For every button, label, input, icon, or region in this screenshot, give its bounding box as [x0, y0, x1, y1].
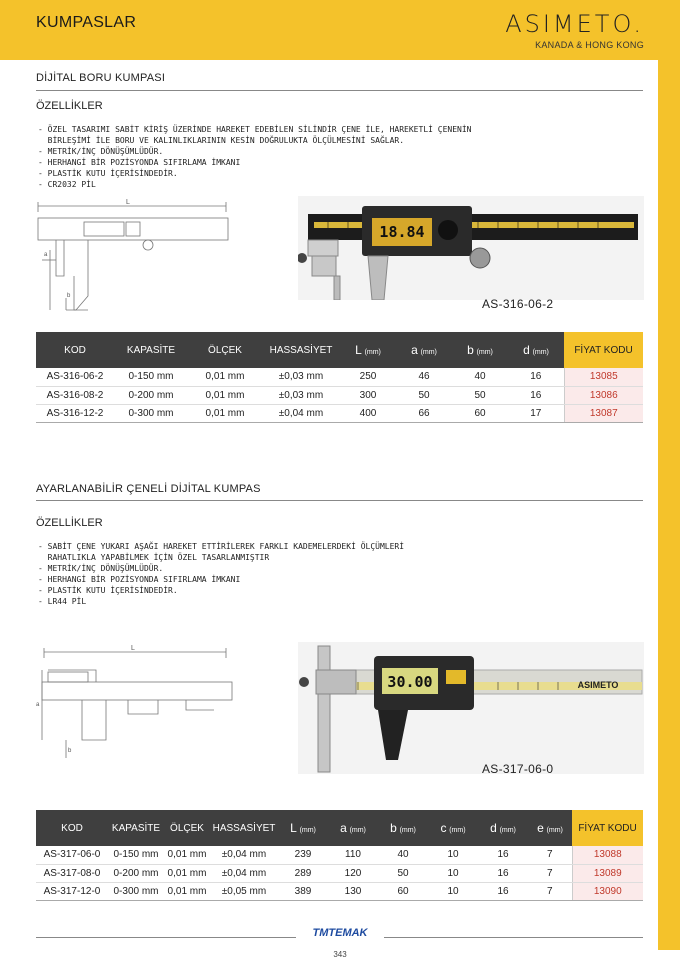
col-header-hassasiyet: HASSASİYET: [262, 332, 340, 368]
col-header-fiyat: FİYAT KODU: [572, 810, 643, 846]
cell-b: 60: [452, 404, 508, 422]
table-row: [36, 368, 643, 386]
section1-features-title: ÖZELLİKLER: [36, 100, 103, 112]
section1-model-label: AS-316-06-2: [482, 297, 554, 311]
cell-a: 50: [396, 386, 452, 404]
footer-logo: TMTEMAK: [312, 927, 368, 939]
col-header-kapasite: KAPASİTE: [114, 332, 188, 368]
section2-spec-table: [36, 810, 643, 901]
table-row: [36, 864, 643, 882]
pipe-caliper-drawing: [36, 198, 236, 318]
svg-text:b: b: [67, 293, 71, 299]
feature-line: - HERHANGİ BİR POZİSYONDA SIFIRLAMA İMKANI: [38, 158, 241, 167]
section2-model-label: AS-317-06-0: [482, 762, 554, 776]
footer-rule-right: [384, 937, 643, 938]
cell-hassasiyet: ±0,04 mm: [210, 864, 278, 882]
cell-olcek: 0,01 mm: [164, 864, 210, 882]
cell-b: 40: [452, 368, 508, 386]
cell-price: 13089: [572, 864, 643, 882]
feature-line: - METRİK/İNÇ DÖNÜŞÜMLÜDÜR.: [38, 147, 164, 156]
cell-d: 16: [508, 386, 564, 404]
col-header-b: b (mm): [378, 810, 428, 846]
cell-kod: AS-316-12-2: [36, 404, 114, 422]
col-header-d: d (mm): [508, 332, 564, 368]
cell-kod: AS-316-08-2: [36, 386, 114, 404]
cell-kod: AS-317-12-0: [36, 882, 108, 900]
feature-line: RAHATLIKLA YAPABİLMEK İÇİN ÖZEL TASARLANMIŞTIR: [38, 553, 270, 562]
feature-line: BİRLEŞİMİ İLE BORU VE KALINLIKLARININ KESİN DOĞRULUKTA ÖLÇÜLMESİNİ SAĞLAR.: [38, 136, 405, 145]
page-number: 343: [333, 950, 347, 959]
section1-features: [38, 124, 471, 190]
cell-l: 250: [340, 368, 396, 386]
cell-hassasiyet: ±0,03 mm: [262, 386, 340, 404]
category-title: KUMPASLAR: [36, 14, 137, 31]
cell-d: 17: [508, 404, 564, 422]
cell-a: 120: [328, 864, 378, 882]
cell-olcek: 0,01 mm: [188, 368, 262, 386]
cell-price: 13085: [564, 368, 643, 386]
cell-d: 16: [478, 846, 528, 864]
feature-line: - PLASTİK KUTU İÇERİSİNDEDİR.: [38, 586, 178, 595]
offset-caliper-drawing: [36, 640, 236, 760]
col-header-b: b (mm): [452, 332, 508, 368]
table-header-row: [36, 810, 643, 846]
photo-brand: ASIMETO: [577, 680, 619, 690]
cell-d: 16: [478, 864, 528, 882]
cell-b: 50: [452, 386, 508, 404]
col-header-hassasiyet: HASSASİYET: [210, 810, 278, 846]
col-header-e: e (mm): [528, 810, 572, 846]
cell-d: 16: [508, 368, 564, 386]
cell-d: 16: [478, 882, 528, 900]
brand-logo: ASIMETO.: [505, 10, 644, 38]
col-header-a: a (mm): [328, 810, 378, 846]
footer-rule-left: [36, 937, 296, 938]
cell-c: 10: [428, 864, 478, 882]
cell-l: 389: [278, 882, 328, 900]
cell-a: 110: [328, 846, 378, 864]
section2-features: [38, 541, 404, 607]
cell-b: 40: [378, 846, 428, 864]
cell-price: 13088: [572, 846, 643, 864]
svg-text:a: a: [36, 702, 40, 708]
table-row: [36, 882, 643, 900]
col-header-l: L (mm): [340, 332, 396, 368]
cell-kapasite: 0-300 mm: [114, 404, 188, 422]
cell-a: 46: [396, 368, 452, 386]
section2-rule: [36, 500, 643, 501]
cell-l: 239: [278, 846, 328, 864]
cell-kapasite: 0-300 mm: [108, 882, 164, 900]
feature-line: - METRİK/İNÇ DÖNÜŞÜMLÜDÜR.: [38, 564, 164, 573]
table-row: [36, 846, 643, 864]
cell-e: 7: [528, 846, 572, 864]
feature-line: - SABİT ÇENE YUKARI AŞAĞI HAREKET ETTİRİLEREK FARKLI KADEMELERDEKİ ÖLÇÜMLERİ: [38, 542, 405, 551]
col-header-kod: KOD: [36, 332, 114, 368]
cell-l: 289: [278, 864, 328, 882]
feature-line: - HERHANGİ BİR POZİSYONDA SIFIRLAMA İMKANI: [38, 575, 241, 584]
cell-kod: AS-317-06-0: [36, 846, 108, 864]
section1-spec-table: [36, 332, 643, 423]
col-header-olcek: ÖLÇEK: [164, 810, 210, 846]
col-header-d: d (mm): [478, 810, 528, 846]
cell-hassasiyet: ±0,04 mm: [262, 404, 340, 422]
cell-c: 10: [428, 882, 478, 900]
cell-olcek: 0,01 mm: [164, 882, 210, 900]
col-header-fiyat: FİYAT KODU: [564, 332, 643, 368]
table-header-row: [36, 332, 643, 368]
cell-kod: AS-316-06-2: [36, 368, 114, 386]
feature-line: - LR44 PİL: [38, 597, 87, 606]
cell-kapasite: 0-200 mm: [114, 386, 188, 404]
lcd-reading: 18.84: [379, 223, 425, 241]
offset-caliper-photo: [298, 642, 644, 774]
cell-kod: AS-317-08-0: [36, 864, 108, 882]
cell-kapasite: 0-200 mm: [108, 864, 164, 882]
col-header-kod: KOD: [36, 810, 108, 846]
cell-hassasiyet: ±0,04 mm: [210, 846, 278, 864]
svg-text:b: b: [68, 748, 72, 754]
col-header-c: c (mm): [428, 810, 478, 846]
svg-text:L: L: [131, 645, 135, 652]
feature-line: - PLASTİK KUTU İÇERİSİNDEDİR.: [38, 169, 178, 178]
svg-text:a: a: [44, 252, 48, 258]
lcd-reading: 30.00: [387, 673, 433, 691]
section2-title: AYARLANABİLİR ÇENELİ DİJİTAL KUMPAS: [36, 483, 261, 495]
section1-rule: [36, 90, 643, 91]
cell-l: 300: [340, 386, 396, 404]
cell-b: 50: [378, 864, 428, 882]
cell-b: 60: [378, 882, 428, 900]
cell-price: 13087: [564, 404, 643, 422]
cell-hassasiyet: ±0,05 mm: [210, 882, 278, 900]
cell-e: 7: [528, 864, 572, 882]
table-row: [36, 404, 643, 422]
pipe-caliper-photo: [298, 196, 644, 300]
section2-features-title: ÖZELLİKLER: [36, 517, 103, 529]
cell-a: 130: [328, 882, 378, 900]
brand-block: [505, 10, 644, 50]
brand-subtitle: KANADA & HONG KONG: [535, 40, 644, 50]
feature-line: - CR2032 PİL: [38, 180, 96, 189]
col-header-a: a (mm): [396, 332, 452, 368]
cell-c: 10: [428, 846, 478, 864]
feature-line: - ÖZEL TASARIMI SABİT KİRİŞ ÜZERİNDE HAREKET EDEBİLEN SİLİNDİR ÇENE İLE, HAREKETLİ ÇENENİN: [38, 125, 472, 134]
col-header-kapasite: KAPASİTE: [108, 810, 164, 846]
cell-kapasite: 0-150 mm: [114, 368, 188, 386]
svg-text:L: L: [126, 199, 130, 206]
cell-olcek: 0,01 mm: [188, 404, 262, 422]
cell-kapasite: 0-150 mm: [108, 846, 164, 864]
cell-olcek: 0,01 mm: [164, 846, 210, 864]
cell-olcek: 0,01 mm: [188, 386, 262, 404]
col-header-l: L (mm): [278, 810, 328, 846]
side-band: [658, 60, 680, 950]
cell-price: 13086: [564, 386, 643, 404]
cell-e: 7: [528, 882, 572, 900]
col-header-olcek: ÖLÇEK: [188, 332, 262, 368]
cell-a: 66: [396, 404, 452, 422]
section1-title: DİJİTAL BORU KUMPASI: [36, 72, 166, 84]
cell-hassasiyet: ±0,03 mm: [262, 368, 340, 386]
cell-l: 400: [340, 404, 396, 422]
table-row: [36, 386, 643, 404]
cell-price: 13090: [572, 882, 643, 900]
